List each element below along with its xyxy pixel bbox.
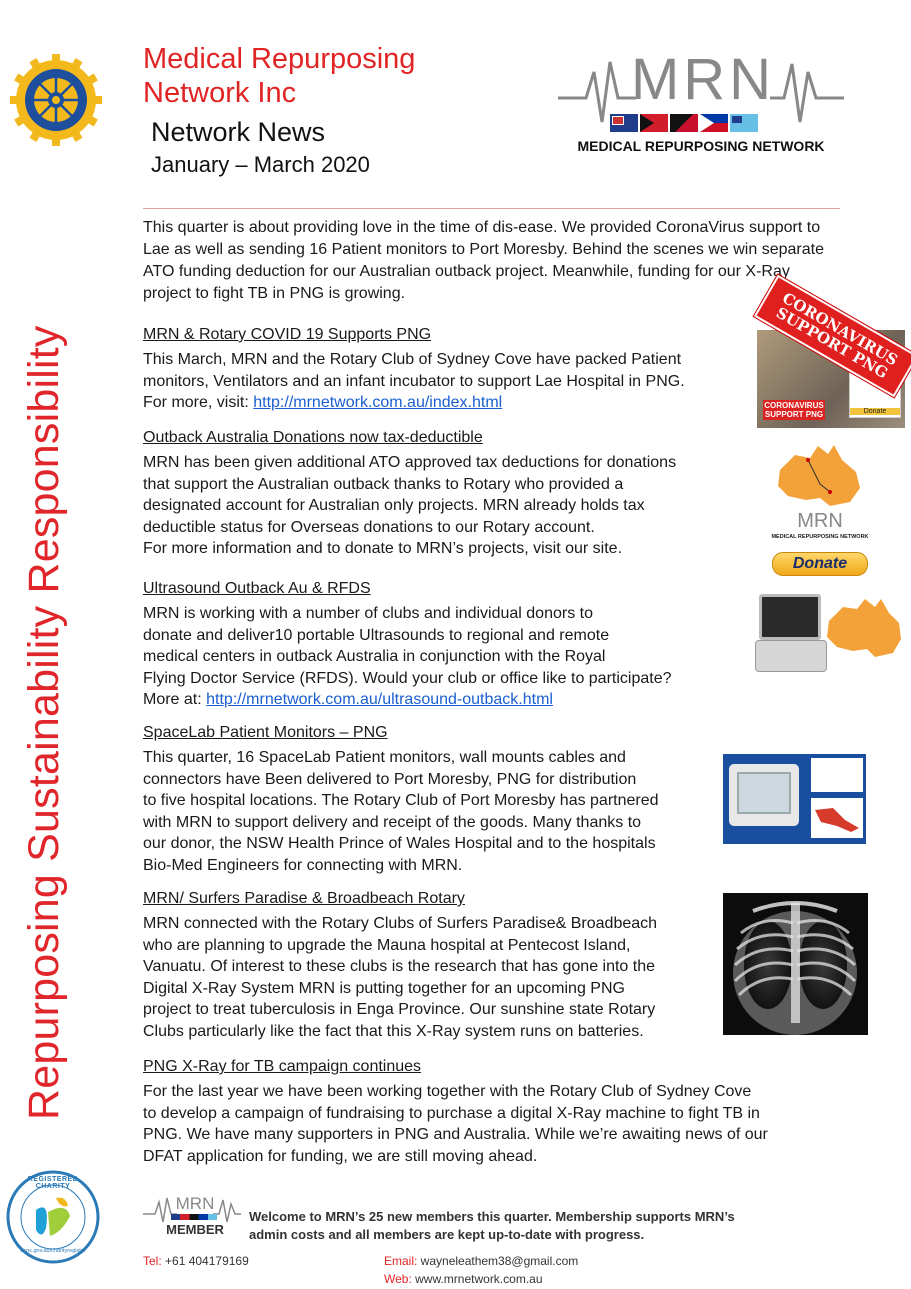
body-line: This March, MRN and the Rotary Club of Sydney Cove have packed Patient	[143, 351, 682, 368]
body-line: to five hospital locations. The Rotary Club of Port Moresby has partnered	[143, 792, 659, 809]
org-title-line1: Medical Repurposing	[143, 43, 416, 75]
ultrasound-device	[759, 594, 821, 640]
section-body-ultrasound	[143, 603, 743, 711]
registered-charity-badge	[6, 1170, 100, 1264]
body-line: project to treat tuberculosis in Enga Province. Our sunshine state Rotary	[143, 1001, 656, 1018]
section-body-covid	[143, 349, 743, 414]
section-heading-outback: Outback Australia Donations now tax-deductible	[143, 429, 483, 446]
xray-ribs-icon	[723, 893, 868, 1035]
charity-badge-url: acnc.gov.au/charityregister	[20, 1248, 86, 1254]
link-prefix: More at:	[143, 691, 207, 708]
australia-flag-icon	[610, 114, 638, 132]
body-line: DFAT application for funding, we are still moving ahead.	[143, 1147, 538, 1165]
rotary-logo	[8, 52, 104, 148]
link-prefix: For more, visit:	[143, 394, 254, 411]
body-line: MRN connected with the Rotary Clubs of Surfers Paradise& Broadbeach	[143, 915, 658, 932]
section-body-spacelab	[143, 747, 743, 876]
covid-image-label: CORONAVIRUS SUPPORT PNG	[764, 401, 824, 419]
member-label: MEMBER	[166, 1222, 224, 1237]
intro-paragraph: This quarter is about providing love in the time of dis-ease. We provided CoronaVirus support to Lae as well as sending 16 Patient monitors to Port Moresby. Behind the scenes we win separate ATO funding deduction for our Australian outback project. Meanwhile, funding for our X-Ray project to fight TB in PNG is growing.	[143, 219, 824, 302]
body-line: medical centers in outback Australia in conjunction with the Royal	[143, 648, 606, 665]
body-line: who are planning to upgrade the Mauna hospital at Pentecost Island,	[143, 936, 631, 954]
body-line: that support the Australian outback thanks to Rotary who provided a	[143, 475, 624, 493]
mrn-logo-subtitle: MEDICAL REPURPOSING NETWORK	[577, 138, 825, 154]
body-line: For the last year we have been working together with the Rotary Club of Sydney Cove	[143, 1083, 752, 1100]
body-line: donate and deliver10 portable Ultrasounds to regional and remote	[143, 626, 610, 644]
body-line: our donor, the NSW Health Prince of Wales Hospital and to the hospitals	[143, 835, 656, 852]
outback-logo-text: MRN	[797, 510, 843, 532]
body-line: Flying Doctor Service (RFDS). Would your club or office like to participate?	[143, 669, 672, 687]
newsletter-title: Network News	[151, 117, 326, 147]
section-heading-ultrasound: Ultrasound Outback Au & RFDS	[143, 580, 371, 597]
member-logo	[143, 1196, 241, 1238]
body-line: Vanuatu. Of interest to these clubs is the research that has gone into the	[143, 958, 656, 975]
tel-label: Tel:	[143, 1254, 162, 1268]
body-line	[143, 392, 743, 414]
welcome-line: admin costs and all members are kept up-to-date with progress.	[249, 1227, 645, 1242]
web-label: Web:	[384, 1272, 412, 1286]
vertical-tagline: Repurposing Sustainability Responsibility	[20, 325, 68, 1120]
body-line: PNG. We have many supporters in PNG and Australia. While we’re awaiting news of our	[143, 1126, 768, 1143]
monitor-device	[729, 764, 799, 826]
tel-value: +61 404179169	[161, 1254, 249, 1268]
email-label: Email:	[384, 1254, 418, 1268]
member-flag-strip	[171, 1214, 217, 1220]
section-body-outback	[143, 452, 743, 560]
body-line: deductible status for Overseas donations to our Rotary account.	[143, 518, 595, 536]
body-line	[143, 689, 743, 711]
timor-leste-flag-icon	[640, 114, 668, 132]
mrn-logo	[556, 47, 846, 157]
coronavirus-banner: CORONAVIRUS SUPPORT PNG	[754, 275, 911, 398]
ultrasound-keyboard	[755, 640, 827, 672]
outback-logo-subtitle: MEDICAL REPURPOSING NETWORK	[771, 534, 869, 540]
fiji-flag-icon	[730, 114, 758, 132]
body-line: to develop a campaign of fundraising to purchase a digital X-Ray machine to fight TB in	[143, 1104, 760, 1122]
body-line: For more information and to donate to MRN’s projects, visit our site.	[143, 540, 623, 557]
body-line: monitors, Ventilators and an infant incubator to support Lae Hospital in PNG.	[143, 372, 685, 390]
section-body-xray-tb	[143, 1081, 843, 1167]
contact-email	[384, 1254, 578, 1268]
body-line: Bio-Med Engineers for connecting with MRN.	[143, 856, 463, 874]
spacelab-monitor-image	[723, 754, 866, 844]
chest-xray-image	[723, 893, 868, 1035]
body-line: MRN has been given additional ATO approved tax deductions for donations	[143, 454, 677, 471]
section-heading-covid: MRN & Rotary COVID 19 Supports PNG	[143, 326, 432, 343]
ultrasound-image	[753, 590, 905, 680]
australia-map-icon	[770, 440, 870, 510]
ultrasound-link[interactable]: http://mrnetwork.com.au/ultrasound-outback.html	[206, 691, 553, 708]
body-line: Digital X-Ray System MRN is putting together for an upcoming PNG	[143, 979, 625, 997]
donate-button[interactable]: Donate	[772, 552, 868, 576]
member-logo-text: MRN	[175, 1194, 215, 1213]
png-flag-icon	[670, 114, 698, 132]
png-map-icon	[811, 798, 863, 838]
email-value[interactable]: wayneleathem38@gmail.com	[417, 1254, 579, 1268]
charity-badge-title: REGISTERED CHARITY	[27, 1176, 79, 1190]
australia-map-icon	[823, 595, 903, 665]
newsletter-date: January – March 2020	[151, 152, 370, 177]
monitor-card-logo	[811, 758, 863, 792]
rotary-wheel-icon	[8, 52, 104, 148]
outback-donate-image	[770, 440, 870, 580]
body-line: MRN is working with a number of clubs and individual donors to	[143, 605, 593, 622]
contact-phone	[143, 1254, 249, 1268]
header-divider	[143, 208, 840, 209]
body-line: designated account for Australian only projects. MRN already holds tax	[143, 497, 645, 514]
contact-web	[384, 1272, 543, 1286]
welcome-message	[249, 1208, 779, 1244]
body-line: connectors have Been delivered to Port Moresby, PNG for distribution	[143, 770, 637, 788]
covid-link[interactable]: http://mrnetwork.com.au/index.html	[253, 394, 503, 411]
section-heading-spacelab: SpaceLab Patient Monitors – PNG	[143, 724, 388, 741]
section-heading-surfers: MRN/ Surfers Paradise & Broadbeach Rotary	[143, 890, 465, 907]
png-map-card	[811, 798, 863, 838]
flag-row	[610, 114, 758, 132]
body-line: Clubs particularly like the fact that this X-Ray system runs on batteries.	[143, 1022, 644, 1040]
donate-box-label: Donate	[850, 408, 900, 415]
welcome-line: Welcome to MRN’s 25 new members this quarter. Membership supports MRN’s	[249, 1209, 735, 1224]
web-value[interactable]: www.mrnetwork.com.au	[411, 1272, 543, 1286]
mrn-logo-text: MRN	[630, 47, 776, 112]
section-body-surfers	[143, 913, 723, 1042]
org-title	[143, 42, 415, 110]
philippines-flag-icon	[700, 114, 728, 132]
org-title-line2: Network Inc	[143, 77, 297, 109]
body-line: This quarter, 16 SpaceLab Patient monitors, wall mounts cables and	[143, 749, 626, 766]
section-heading-xray-tb: PNG X-Ray for TB campaign continues	[143, 1058, 422, 1075]
body-line: with MRN to support delivery and receipt of the goods. Many thanks to	[143, 813, 642, 831]
